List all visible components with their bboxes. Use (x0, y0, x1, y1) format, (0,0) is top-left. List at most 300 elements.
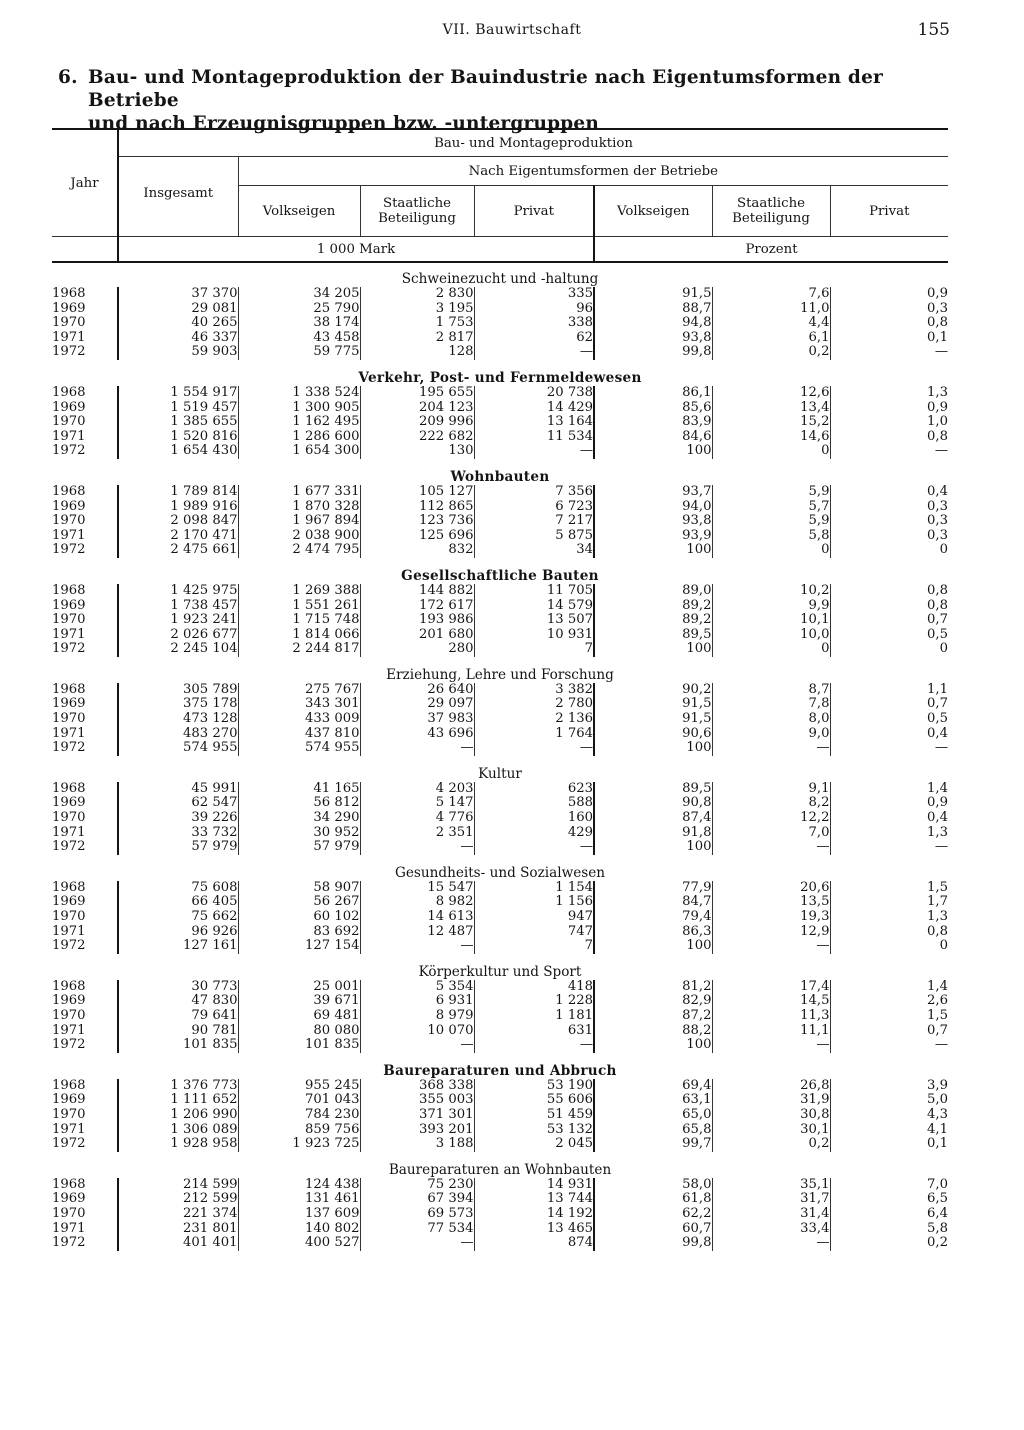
cell-state-participation-pct: 9,1 (712, 782, 830, 797)
cell-total: 221 374 (118, 1207, 238, 1222)
section-heading: Verkehr, Post- und Fernmeldewesen (358, 369, 642, 386)
table-row (52, 712, 948, 727)
cell-state-participation-pct: 33,4 (712, 1222, 830, 1237)
cell-private: 53 190 (474, 1079, 594, 1094)
cell-total: 30 773 (118, 980, 238, 995)
cell-state-owned: 433 009 (238, 712, 360, 727)
cell-state-owned: 2 474 795 (238, 543, 360, 558)
section-heading-row (52, 1152, 948, 1178)
cell-state-owned-pct: 99,7 (594, 1137, 712, 1152)
cell-state-participation-pct: — (712, 939, 830, 954)
cell-state-participation-pct: 11,1 (712, 1024, 830, 1039)
table-row (52, 895, 948, 910)
table-row (52, 910, 948, 925)
cell-total: 2 026 677 (118, 628, 238, 643)
cell-private-pct: — (830, 444, 948, 459)
cell-private-pct: 0 (830, 543, 948, 558)
cell-total: 2 098 847 (118, 514, 238, 529)
section-heading: Gesellschaftliche Bauten (401, 567, 599, 584)
cell-state-owned-pct: 93,8 (594, 514, 712, 529)
cell-total: 29 081 (118, 302, 238, 317)
cell-year: 1971 (52, 1022, 86, 1038)
cell-year: 1970 (52, 612, 86, 628)
cell-state-participation: 172 617 (360, 599, 474, 614)
cell-private: 10 931 (474, 628, 594, 643)
cell-private-pct: 5,0 (830, 1093, 948, 1108)
cell-private: 623 (474, 782, 594, 797)
cell-private: 2 780 (474, 697, 594, 712)
cell-year: 1969 (52, 795, 86, 811)
cell-state-participation: 105 127 (360, 485, 474, 500)
cell-year: 1969 (52, 399, 86, 415)
cell-private: 96 (474, 302, 594, 317)
cell-private: 20 738 (474, 386, 594, 401)
cell-total: 214 599 (118, 1178, 238, 1193)
cell-state-participation-pct: 8,7 (712, 683, 830, 698)
section-heading-row (52, 262, 948, 287)
section-heading-row (52, 558, 948, 584)
header-state-owned-pct: Volkseigen (594, 186, 712, 237)
cell-state-participation-pct: 7,8 (712, 697, 830, 712)
cell-state-owned: 1 923 725 (238, 1137, 360, 1152)
cell-private-pct: 0,4 (830, 811, 948, 826)
cell-state-participation-pct: 8,2 (712, 796, 830, 811)
section-heading-row (52, 459, 948, 485)
cell-state-owned: 124 438 (238, 1178, 360, 1193)
cell-total: 1 306 089 (118, 1123, 238, 1138)
cell-state-owned-pct: 100 (594, 642, 712, 657)
cell-private: 11 705 (474, 584, 594, 599)
cell-state-participation: 2 351 (360, 826, 474, 841)
cell-state-participation: — (360, 741, 474, 756)
cell-private: 160 (474, 811, 594, 826)
cell-state-owned: 2 244 817 (238, 642, 360, 657)
cell-private: 6 723 (474, 500, 594, 515)
table-row (52, 287, 948, 302)
header-ownership: Nach Eigentumsformen der Betriebe (238, 157, 948, 186)
cell-private-pct: 0,2 (830, 1236, 948, 1251)
table-row (52, 782, 948, 797)
cell-state-participation-pct: 8,0 (712, 712, 830, 727)
cell-private: — (474, 444, 594, 459)
cell-state-participation-pct: 14,5 (712, 994, 830, 1009)
cell-total: 574 955 (118, 741, 238, 756)
cell-state-participation: 8 982 (360, 895, 474, 910)
cell-state-participation-pct: 10,1 (712, 613, 830, 628)
cell-private: 53 132 (474, 1123, 594, 1138)
cell-year: 1970 (52, 315, 86, 331)
cell-year: 1970 (52, 513, 86, 529)
cell-year: 1971 (52, 626, 86, 642)
cell-state-owned: 58 907 (238, 881, 360, 896)
cell-state-participation-pct: 31,7 (712, 1192, 830, 1207)
cell-state-participation: 130 (360, 444, 474, 459)
cell-state-participation-pct: 30,8 (712, 1108, 830, 1123)
cell-private: 335 (474, 287, 594, 302)
table-row (52, 543, 948, 558)
cell-private: 1 764 (474, 727, 594, 742)
cell-state-owned-pct: 93,7 (594, 485, 712, 500)
cell-state-owned: 275 767 (238, 683, 360, 698)
cell-year: 1968 (52, 1077, 86, 1093)
cell-private: 3 382 (474, 683, 594, 698)
cell-private: — (474, 741, 594, 756)
cell-total: 45 991 (118, 782, 238, 797)
table-body (52, 262, 948, 1251)
page-number: 155 (917, 20, 950, 40)
cell-state-participation: 201 680 (360, 628, 474, 643)
cell-year: 1969 (52, 1092, 86, 1108)
cell-private-pct: 0,8 (830, 430, 948, 445)
cell-total: 1 989 916 (118, 500, 238, 515)
cell-year: 1970 (52, 1205, 86, 1221)
cell-total: 75 608 (118, 881, 238, 896)
cell-total: 1 789 814 (118, 485, 238, 500)
cell-state-owned-pct: 91,5 (594, 287, 712, 302)
cell-state-participation: 5 354 (360, 980, 474, 995)
cell-total: 66 405 (118, 895, 238, 910)
cell-state-owned-pct: 91,8 (594, 826, 712, 841)
cell-private-pct: 4,1 (830, 1123, 948, 1138)
cell-state-owned: 1 269 388 (238, 584, 360, 599)
cell-state-owned-pct: 61,8 (594, 1192, 712, 1207)
cell-total: 96 926 (118, 925, 238, 940)
cell-state-participation: 3 188 (360, 1137, 474, 1152)
table-row (52, 1009, 948, 1024)
cell-year: 1970 (52, 1106, 86, 1122)
cell-state-participation: 393 201 (360, 1123, 474, 1138)
cell-state-participation: 10 070 (360, 1024, 474, 1039)
cell-state-participation: 8 979 (360, 1009, 474, 1024)
cell-state-owned: 1 967 894 (238, 514, 360, 529)
cell-state-owned: 1 300 905 (238, 401, 360, 416)
cell-state-participation: 37 983 (360, 712, 474, 727)
cell-private-pct: 0,1 (830, 331, 948, 346)
header-state-participation-abs: Staatliche Beteiligung (360, 186, 474, 237)
table-row (52, 514, 948, 529)
cell-private-pct: 1,0 (830, 415, 948, 430)
cell-state-owned: 784 230 (238, 1108, 360, 1123)
cell-total: 40 265 (118, 316, 238, 331)
cell-private: 34 (474, 543, 594, 558)
cell-year: 1969 (52, 696, 86, 712)
table-row (52, 599, 948, 614)
section-heading: Erziehung, Lehre und Forschung (386, 666, 614, 683)
cell-state-owned: 2 038 900 (238, 529, 360, 544)
cell-private: 13 744 (474, 1192, 594, 1207)
cell-state-participation-pct: 9,9 (712, 599, 830, 614)
cell-state-participation-pct: 4,4 (712, 316, 830, 331)
cell-state-participation-pct: 12,2 (712, 811, 830, 826)
cell-total: 47 830 (118, 994, 238, 1009)
cell-year: 1969 (52, 597, 86, 613)
table-row (52, 401, 948, 416)
cell-private-pct: 0,7 (830, 697, 948, 712)
cell-state-owned-pct: 90,2 (594, 683, 712, 698)
table-row (52, 613, 948, 628)
cell-state-owned: 131 461 (238, 1192, 360, 1207)
cell-state-owned: 1 715 748 (238, 613, 360, 628)
cell-private-pct: 7,0 (830, 1178, 948, 1193)
cell-state-participation-pct: 7,0 (712, 826, 830, 841)
cell-state-participation: 128 (360, 345, 474, 360)
cell-year: 1972 (52, 1235, 86, 1251)
cell-state-owned: 57 979 (238, 840, 360, 855)
cell-state-participation: 3 195 (360, 302, 474, 317)
cell-year: 1968 (52, 1176, 86, 1192)
cell-state-participation-pct: 15,2 (712, 415, 830, 430)
cell-state-participation: 75 230 (360, 1178, 474, 1193)
cell-private: 2 136 (474, 712, 594, 727)
cell-state-owned: 1 654 300 (238, 444, 360, 459)
header-state-participation-pct: Staatliche Beteiligung (712, 186, 830, 237)
cell-private: 13 164 (474, 415, 594, 430)
table-row (52, 727, 948, 742)
section-heading: Wohnbauten (450, 468, 550, 485)
cell-state-owned-pct: 58,0 (594, 1178, 712, 1193)
cell-private: 947 (474, 910, 594, 925)
cell-private: 11 534 (474, 430, 594, 445)
cell-state-participation: 209 996 (360, 415, 474, 430)
cell-private-pct: 1,7 (830, 895, 948, 910)
table-row (52, 302, 948, 317)
cell-state-owned-pct: 83,9 (594, 415, 712, 430)
cell-year: 1968 (52, 879, 86, 895)
cell-year: 1972 (52, 1136, 86, 1152)
cell-year: 1972 (52, 839, 86, 855)
cell-state-participation-pct: 9,0 (712, 727, 830, 742)
cell-state-owned: 1 286 600 (238, 430, 360, 445)
cell-private-pct: 0,8 (830, 316, 948, 331)
cell-private-pct: 6,5 (830, 1192, 948, 1207)
cell-private-pct: 0,1 (830, 1137, 948, 1152)
section-heading: Kultur (478, 765, 522, 782)
cell-private: 55 606 (474, 1093, 594, 1108)
cell-state-participation: 371 301 (360, 1108, 474, 1123)
cell-private-pct: — (830, 741, 948, 756)
cell-year: 1971 (52, 527, 86, 543)
cell-state-owned-pct: 81,2 (594, 980, 712, 995)
cell-state-participation: 123 736 (360, 514, 474, 529)
cell-state-owned: 140 802 (238, 1222, 360, 1237)
section-heading: Schweinezucht und -haltung (401, 271, 599, 287)
table-row (52, 1024, 948, 1039)
cell-total: 1 519 457 (118, 401, 238, 416)
cell-state-participation-pct: 0 (712, 642, 830, 657)
cell-state-participation: 67 394 (360, 1192, 474, 1207)
cell-state-participation: 2 830 (360, 287, 474, 302)
cell-state-participation: 77 534 (360, 1222, 474, 1237)
table-row (52, 796, 948, 811)
table-row (52, 430, 948, 445)
cell-state-owned-pct: 82,9 (594, 994, 712, 1009)
cell-total: 1 923 241 (118, 613, 238, 628)
cell-total: 46 337 (118, 331, 238, 346)
table-header (52, 129, 948, 262)
cell-year: 1968 (52, 780, 86, 796)
cell-state-owned-pct: 89,2 (594, 613, 712, 628)
cell-state-owned-pct: 63,1 (594, 1093, 712, 1108)
title-line-2: und nach Erzeugnisgruppen bzw. -untergruppen (88, 113, 599, 134)
cell-private: 14 579 (474, 599, 594, 614)
table-row (52, 628, 948, 643)
cell-state-participation: 204 123 (360, 401, 474, 416)
cell-private-pct: 0,8 (830, 599, 948, 614)
cell-state-owned: 59 775 (238, 345, 360, 360)
cell-year: 1972 (52, 641, 86, 657)
section-heading: Körperkultur und Sport (418, 963, 582, 980)
table-row (52, 697, 948, 712)
cell-state-participation: 195 655 (360, 386, 474, 401)
section-heading-row (52, 954, 948, 980)
table-row (52, 1093, 948, 1108)
cell-state-owned-pct: 91,5 (594, 712, 712, 727)
cell-private-pct: 0,3 (830, 500, 948, 515)
cell-private-pct: 1,4 (830, 980, 948, 995)
cell-state-participation: — (360, 1038, 474, 1053)
table-row (52, 415, 948, 430)
cell-total: 2 475 661 (118, 543, 238, 558)
cell-private-pct: 1,4 (830, 782, 948, 797)
header-state-owned-abs: Volkseigen (238, 186, 360, 237)
cell-state-owned-pct: 89,5 (594, 782, 712, 797)
cell-state-participation: 193 986 (360, 613, 474, 628)
cell-private-pct: 0,3 (830, 529, 948, 544)
cell-private: — (474, 345, 594, 360)
cell-private: 1 228 (474, 994, 594, 1009)
cell-total: 1 425 975 (118, 584, 238, 599)
cell-total: 57 979 (118, 840, 238, 855)
cell-total: 39 226 (118, 811, 238, 826)
cell-private-pct: 1,3 (830, 826, 948, 841)
table-row (52, 1192, 948, 1207)
cell-private: 7 (474, 642, 594, 657)
table-row (52, 939, 948, 954)
cell-year: 1970 (52, 810, 86, 826)
cell-state-participation-pct: 5,9 (712, 514, 830, 529)
cell-private-pct: 0,9 (830, 287, 948, 302)
cell-state-owned: 1 162 495 (238, 415, 360, 430)
cell-state-participation: 5 147 (360, 796, 474, 811)
cell-state-participation: 14 613 (360, 910, 474, 925)
table-row (52, 1222, 948, 1237)
cell-state-participation-pct: 13,4 (712, 401, 830, 416)
cell-total: 1 206 990 (118, 1108, 238, 1123)
cell-state-participation: 832 (360, 543, 474, 558)
cell-state-owned-pct: 84,7 (594, 895, 712, 910)
cell-private-pct: 1,3 (830, 386, 948, 401)
cell-year: 1971 (52, 329, 86, 345)
cell-state-owned-pct: 99,8 (594, 345, 712, 360)
table-row (52, 840, 948, 855)
cell-total: 79 641 (118, 1009, 238, 1024)
cell-state-participation-pct: 26,8 (712, 1079, 830, 1094)
cell-total: 2 245 104 (118, 642, 238, 657)
cell-private-pct: 0 (830, 642, 948, 657)
cell-private: 2 045 (474, 1137, 594, 1152)
table-row (52, 331, 948, 346)
cell-state-participation-pct: 0 (712, 444, 830, 459)
cell-state-owned: 41 165 (238, 782, 360, 797)
cell-state-owned-pct: 86,1 (594, 386, 712, 401)
cell-private-pct: 6,4 (830, 1207, 948, 1222)
cell-state-owned-pct: 90,6 (594, 727, 712, 742)
cell-state-participation: 6 931 (360, 994, 474, 1009)
cell-state-owned: 83 692 (238, 925, 360, 940)
cell-private: 1 154 (474, 881, 594, 896)
running-head: VII. Bauwirtschaft (442, 22, 582, 38)
cell-state-owned-pct: 90,8 (594, 796, 712, 811)
cell-private-pct: 0,4 (830, 485, 948, 500)
cell-state-owned-pct: 99,8 (594, 1236, 712, 1251)
cell-private-pct: 0,8 (830, 925, 948, 940)
cell-private-pct: 2,6 (830, 994, 948, 1009)
cell-state-owned-pct: 62,2 (594, 1207, 712, 1222)
table-row (52, 1236, 948, 1251)
cell-state-owned-pct: 89,5 (594, 628, 712, 643)
section-heading: Baureparaturen an Wohnbauten (388, 1161, 612, 1178)
cell-state-owned: 400 527 (238, 1236, 360, 1251)
cell-private: 7 217 (474, 514, 594, 529)
cell-state-owned: 343 301 (238, 697, 360, 712)
cell-private-pct: 0 (830, 939, 948, 954)
cell-private-pct: 0,7 (830, 613, 948, 628)
table-row (52, 529, 948, 544)
title-line-1: Bau- und Montageproduktion der Bauindustrie nach Eigentumsformen der Betriebe (88, 67, 883, 111)
section-heading-row (52, 1053, 948, 1079)
cell-year: 1970 (52, 414, 86, 430)
cell-total: 33 732 (118, 826, 238, 841)
cell-private-pct: 0,8 (830, 584, 948, 599)
cell-state-owned-pct: 100 (594, 444, 712, 459)
header-year: Jahr (52, 129, 118, 237)
cell-state-owned: 34 205 (238, 287, 360, 302)
cell-year: 1968 (52, 286, 86, 301)
unit-percent: Prozent (594, 237, 948, 263)
cell-private-pct: — (830, 1038, 948, 1053)
cell-state-participation-pct: 19,3 (712, 910, 830, 925)
cell-state-owned: 1 870 328 (238, 500, 360, 515)
cell-state-owned-pct: 100 (594, 840, 712, 855)
statistics-table (52, 128, 948, 1251)
cell-private-pct: 1,1 (830, 683, 948, 698)
cell-state-owned: 437 810 (238, 727, 360, 742)
table-row (52, 642, 948, 657)
table-row (52, 1207, 948, 1222)
cell-year: 1972 (52, 938, 86, 954)
cell-state-participation-pct: 13,5 (712, 895, 830, 910)
cell-state-owned: 127 154 (238, 939, 360, 954)
section-heading-row (52, 657, 948, 683)
cell-private: 7 (474, 939, 594, 954)
cell-year: 1972 (52, 443, 86, 459)
cell-state-participation: 112 865 (360, 500, 474, 515)
cell-private: 51 459 (474, 1108, 594, 1123)
cell-total: 1 928 958 (118, 1137, 238, 1152)
cell-state-owned-pct: 65,8 (594, 1123, 712, 1138)
cell-state-participation-pct: 20,6 (712, 881, 830, 896)
cell-state-participation: 125 696 (360, 529, 474, 544)
cell-private: 631 (474, 1024, 594, 1039)
table-row (52, 485, 948, 500)
table-row (52, 1108, 948, 1123)
cell-private: 1 181 (474, 1009, 594, 1024)
cell-total: 59 903 (118, 345, 238, 360)
cell-private: 429 (474, 826, 594, 841)
cell-state-participation-pct: 12,6 (712, 386, 830, 401)
header-group: Bau- und Montageproduktion (118, 129, 948, 157)
cell-state-participation: — (360, 840, 474, 855)
